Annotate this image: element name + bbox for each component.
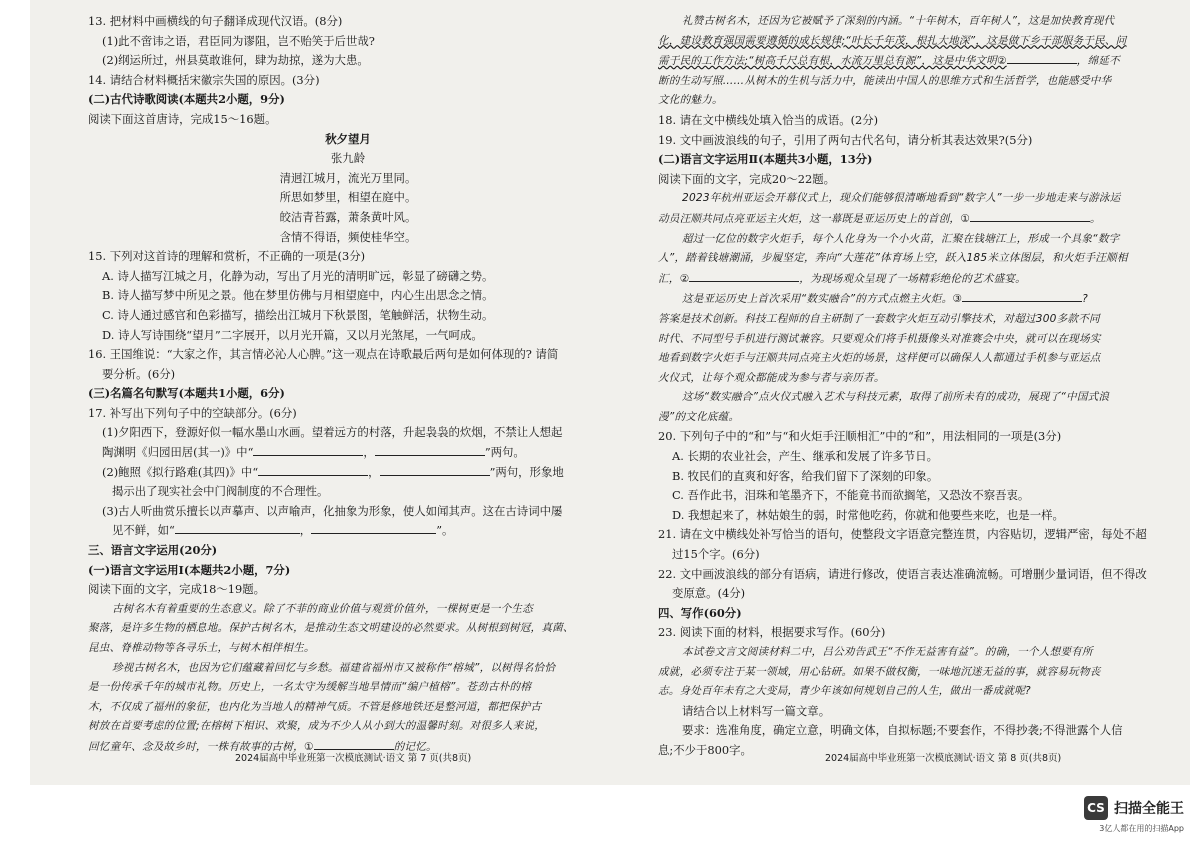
material-line-wavy: 化，建设教育强国需要遵循的成长规律;“叶长千年茂，根扎大地深”，这是做下乡干部服务于民、问 xyxy=(658,34,1127,47)
answer-blank[interactable] xyxy=(380,463,490,476)
question-14: 14. 请结合材料概括宋徽宗失国的原因。(3分) xyxy=(88,72,320,87)
camscanner-logo-icon: CS xyxy=(1084,796,1108,820)
scanner-watermark xyxy=(1084,796,1184,820)
material-line: 树放在首要考虑的位置;在榕树下相识、欢聚，成为不少人从小到大的温馨时刻。对很多人来说， xyxy=(88,720,546,733)
question-21: 21. 请在文中横线处补写恰当的语句，使整段文字语意完整连贯，内容贴切，逻辑严密，每处不超 xyxy=(658,527,1147,542)
question-15-option-b: B. 诗人描写梦中所见之景。他在梦里仿佛与月相望庭中，内心生出思念之情。 xyxy=(102,288,494,303)
material-line: 成就，必须专注于某一领域，用心钻研。如果不做权衡，一味地沉迷无益的事，就容易玩物丧 xyxy=(658,665,1101,678)
material-line: 2023年杭州亚运会开幕仪式上，现众们能够很清晰地看到“数字人”一步一步地走来与游泳运 xyxy=(682,192,1121,205)
poem-line: 皎洁青苔露，萧条黄叶风。 xyxy=(279,209,417,224)
answer-blank[interactable] xyxy=(175,521,300,534)
answer-blank[interactable] xyxy=(253,443,363,456)
question-15-option-d: D. 诗人写诗围绕“望月”二字展开，以月光开篇，又以月光煞尾，一气呵成。 xyxy=(102,327,483,342)
reading-material-1 xyxy=(88,600,608,758)
answer-blank[interactable] xyxy=(258,463,368,476)
question-15-option-a: A. 诗人描写江城之月，化静为动，写出了月光的清明旷远，彰显了磅礴之势。 xyxy=(102,268,494,283)
material-line: 地看到数字火炬手与汪顺共同点亮主火炬的场景，这样便可以确保人人都通过手机参与亚运点 xyxy=(658,352,1101,365)
material-line: 珍视古树名木，也因为它们蕴藏着回忆与乡愁。福建省福州市又被称作“榕城”，以树得名恰恰 xyxy=(112,661,556,674)
question-13: 13. 把材料中画横线的句子翻译成现代汉语。(8分) xyxy=(88,14,343,28)
answer-blank[interactable] xyxy=(689,269,799,282)
question-20-option-b: B. 牧民们的直爽和好客，给我们留下了深刻的印象。 xyxy=(672,468,939,483)
section-language-1-heading: (一)语言文字运用Ⅰ(本题共2小题，7分) xyxy=(88,562,291,577)
material-line: 聚落，是许多生物的栖息地。保护古树名木，是推动生态文明建设的必然要求。从树根到树冠，真菌、 xyxy=(88,622,574,635)
writing-requirements: 要求：选准角度，确定立意，明确文体，自拟标题;不要套作，不得抄袭;不得泄露个人信 xyxy=(682,723,1123,738)
question-15: 15. 下列对这首诗的理解和赏析，不正确的一项是(3分) xyxy=(88,249,366,264)
material-line: 这场“数实融合”点火仪式融入艺术与科技元素，取得了前所未有的成功，展现了“中国式浪 xyxy=(682,391,1110,404)
question-22: 22. 文中画波浪线的部分有语病，请进行修改，使语言表达准确流畅。可增删少量词语，但不得改 xyxy=(658,566,1147,581)
question-18: 18. 请在文中横线处填入恰当的成语。(2分) xyxy=(658,112,879,127)
writing-instruction: 请结合以上材料写一篇文章。 xyxy=(682,703,831,718)
footer-page-8: 2024届高中毕业班第一次模底测试·语文 第 8 页(共8页) xyxy=(825,753,1062,764)
answer-blank[interactable] xyxy=(1007,51,1077,64)
answer-blank[interactable] xyxy=(314,737,394,750)
material-line: 火仪式，让每个观众都能成为参与者与亲历者。 xyxy=(658,371,885,384)
question-16: 16. 王国维说：“大家之作，其言情必沁人心脾。”这一观点在诗歌最后两句是如何体现的? 请简 xyxy=(88,347,559,362)
question-17-item-1: (1)夕阳西下，登源好似一幅水墨山水画。望着远方的村落，升起袅袅的炊烟，不禁让人想起 xyxy=(102,425,563,440)
question-13-item-1: (1)此不啻讳之语，君臣同为谬阻，岂不贻笑于后世哉? xyxy=(102,33,375,48)
material-line: 汇，② ，为现场观众呈现了一场精彩绝伦的艺术盛宴。 xyxy=(658,269,1180,290)
section-language-1-intro: 阅读下面的文字，完成18～19题。 xyxy=(88,582,266,597)
material-line: 回忆童年、念及故乡时，一株有故事的古树，① 的记忆。 xyxy=(88,737,608,758)
section-poetry-heading: (二)古代诗歌阅读(本题共2小题，9分) xyxy=(88,92,285,107)
part-3-heading: 三、语言文字运用(20分) xyxy=(88,543,218,558)
material-line: 断的生动写照……从树木的生机与活力中，能读出中国人的思维方式和生活哲学，也能感受中华 xyxy=(658,74,1112,87)
right-page xyxy=(658,12,1180,761)
material-line: 动员汪顺共同点亮亚运主火炬，这一幕既是亚运历史上的首创，① 。 xyxy=(658,209,1180,230)
question-17-item-3-cont: 见不鲜，如“ ， ”。 xyxy=(112,523,454,538)
question-17-item-3: (3)古人听曲赏乐擅长以声摹声、以声喻声，化抽象为形象，使人如闻其声。这在古诗词中屡 xyxy=(102,503,563,518)
question-17-item-2: (2)鲍照《拟行路难(其四)》中“ ， ”两句，形象地 xyxy=(102,464,564,479)
question-23: 23. 阅读下面的材料，根据要求写作。(60分) xyxy=(658,625,886,640)
material-line: 需于民的工作方法;“树高千尺总有根，水流万里总有源”，这是中华文明② ，绵延不 xyxy=(658,51,1180,72)
question-21-cont: 过15个字。(6分) xyxy=(672,547,760,562)
material-line: 文化的魅力。 xyxy=(658,94,723,107)
question-17: 17. 补写出下列句子中的空缺部分。(6分) xyxy=(88,405,297,420)
section-language-2-intro: 阅读下面的文字，完成20～22题。 xyxy=(658,171,836,186)
material-line: 人”，踏着钱塘潮涌，步履坚定，奔向“大莲花”体育场上空，跃入185米立体图层，和火炬手汪顺相 xyxy=(658,252,1128,265)
watermark-tagline: 3亿人都在用的扫描App xyxy=(1099,824,1184,833)
poem-title: 秋夕望月 xyxy=(325,131,371,146)
question-13-item-2: (2)纲运所过，州县莫敢谁何，肆为劫掠，遂为大患。 xyxy=(102,53,369,68)
material-line: 这是亚运历史上首次采用“数实融合”的方式点燃主火炬。③ ? xyxy=(658,289,1180,310)
question-19: 19. 文中画波浪线的句子，引用了两句古代名句，请分析其表达效果?(5分) xyxy=(658,132,1033,147)
section-poetry-intro: 阅读下面这首唐诗，完成15～16题。 xyxy=(88,111,277,126)
question-20: 20. 下列句子中的“和”与“和火炬手汪顺相汇”中的“和”，用法相同的一项是(3分) xyxy=(658,429,1062,444)
reading-material-1-cont xyxy=(658,12,1180,111)
question-20-option-d: D. 我想起来了，林姑娘生的弱，时常他吃药，你就和他要些来吃，也是一样。 xyxy=(672,507,1064,522)
material-line: 昆虫、脊椎动物等各寻乐土，与树木相伴相生。 xyxy=(88,642,315,654)
question-22-cont: 变原意。(4分) xyxy=(672,586,746,601)
question-20-option-c: C. 吾作此书，泪珠和笔墨齐下，不能竟书而欲搁笔，又恐汝不察吾衷。 xyxy=(672,488,1030,503)
answer-blank[interactable] xyxy=(970,209,1090,222)
material-line: 本试卷文言文阅读材料二中，吕公劝告武王“不作无益害有益”。的确，一个人想要有所 xyxy=(682,646,1093,658)
answer-blank[interactable] xyxy=(962,289,1082,302)
question-17-item-1-cont: 陶渊明《归园田居(其一)》中“ ， ”两句。 xyxy=(102,445,525,460)
answer-blank[interactable] xyxy=(375,443,485,456)
writing-material xyxy=(658,643,1180,702)
poem-line: 含情不得语，频使桂华空。 xyxy=(279,229,417,244)
material-line: 古树名木有着重要的生态意义。除了不菲的商业价值与观赏价值外，一棵树更是一个生态 xyxy=(112,602,533,615)
watermark-name: 扫描全能王 xyxy=(1114,801,1184,817)
poem-line: 清迥江城月，流光万里同。 xyxy=(279,170,417,185)
poem xyxy=(88,130,608,248)
material-line: 答案是技术创新。科技工程师的自主研制了一套数字火炬互动引擎技术，对超过300多款不同 xyxy=(658,312,1100,325)
material-line: 礼赞古树名木，还因为它被赋予了深刻的内涵。“十年树木，百年树人”，这是加快教育现代 xyxy=(682,15,1115,27)
left-page xyxy=(88,12,608,758)
reading-material-2 xyxy=(658,189,1180,427)
material-line: 志。身处百年未有之大变局，青少年该如何规划自己的人生，做出一番成就呢? xyxy=(658,685,1031,698)
footer-page-7: 2024届高中毕业班第一次模底测试·语文 第 7 页(共8页) xyxy=(235,753,472,764)
section-recitation-heading: (三)名篇名句默写(本题共1小题，6分) xyxy=(88,386,285,401)
material-line: 木，不仅成了福州的象征，也内化为当地人的精神气质。不管是修地铁还是整河道，都把保护古 xyxy=(88,700,542,713)
question-20-option-a: A. 长期的农业社会，产生、继承和发展了许多节日。 xyxy=(672,449,939,464)
part-4-heading: 四、写作(60分) xyxy=(658,605,742,620)
question-16-cont: 要分析。(6分) xyxy=(102,366,176,381)
question-15-option-c: C. 诗人通过感官和色彩描写，描绘出江城月下秋景图，笔触鲜活，状物生动。 xyxy=(102,307,494,322)
writing-requirements-cont: 息;不少于800字。 xyxy=(658,742,752,757)
material-line: 时代、不同型号手机进行测试兼容。只要观众们将手机摄像头对准赛会中央，就可以在现场实 xyxy=(658,332,1101,345)
material-line: 漫”的文化底蕴。 xyxy=(658,410,740,423)
poem-line: 所思如梦里，相望在庭中。 xyxy=(279,190,417,205)
material-line: 是一份传承千年的城市礼物。历史上，一名太守为缓解当地旱情而“编户植榕”。苍劲古朴的榕 xyxy=(88,681,532,694)
section-language-2-heading: (二)语言文字运用Ⅱ(本题共3小题，13分) xyxy=(658,152,873,167)
answer-blank[interactable] xyxy=(311,521,436,534)
exam-sheet xyxy=(30,0,1190,785)
material-line: 超过一亿位的数字火炬手，每个人化身为一个小火苗，汇聚在钱塘江上，形成一个具象“数字 xyxy=(682,232,1120,245)
question-17-item-2-cont: 揭示出了现实社会中门阀制度的不合理性。 xyxy=(112,484,329,499)
poem-author: 张九龄 xyxy=(330,151,366,166)
